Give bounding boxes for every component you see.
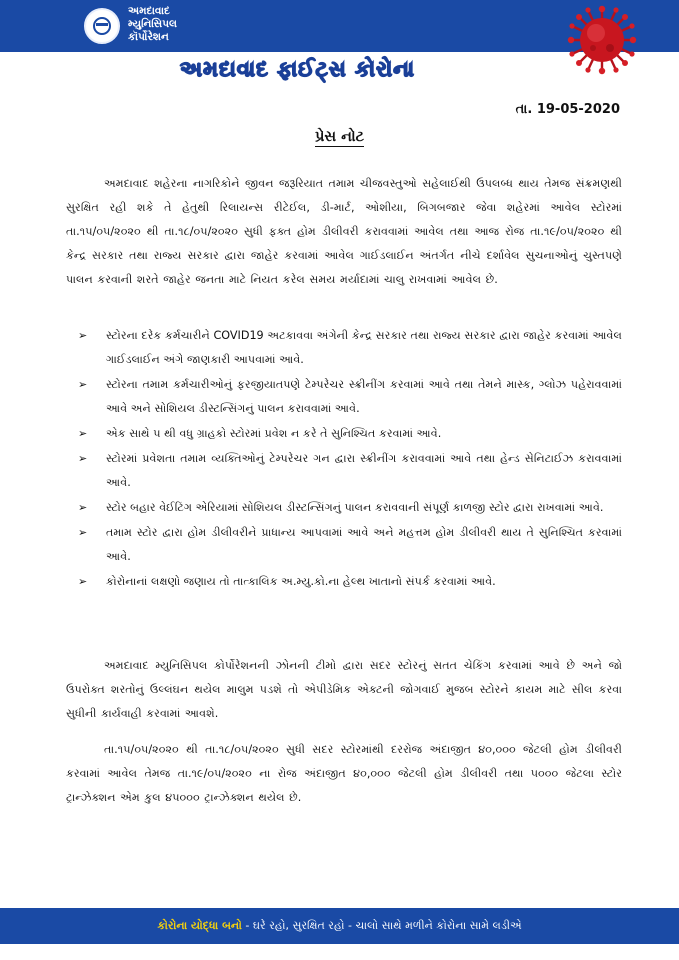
list-item-text: સ્ટોરના તમામ કર્મચારીઓનું ફરજીયાતપણે ટેમ્પરેચર સ્ક્રીનીંગ કરવામાં આવે તથા તેમને માસ્ક, ગ્લોઝ પહેરાવવામાં આવે અને સોશિયલ ડીસ્ટન્સિંગનું પાલન કરાવવામાં આવે. — [106, 378, 622, 415]
footer-rest: - ઘરે રહો, સુરક્ષિત રહો - ચાલો સાથે મળીને કોરોના સામે લડીએ — [241, 919, 522, 932]
organization-name — [128, 5, 238, 44]
enforcement-paragraph: અમદાવાદ મ્યુનિસિપલ કોર્પોરેશનની ઝોનની ટીમો દ્વારા સદર સ્ટોરનું સતત ચેકિંગ કરવામાં આવે છે અને જો ઉપરોક્ત શરતોનું ઉલ્લંઘન થયેલ માલુમ પડશે તો એપીડેમિક એક્ટની જોગવાઈ મુજબ સ્ટોરને કાયમ માટે સીલ કરવા સુધીની કાર્યવાહી કરવામાં આવશે. — [66, 659, 622, 720]
list-item — [72, 496, 622, 520]
org-line-3: કૉર્પોરેશન — [128, 31, 169, 43]
list-item — [72, 570, 622, 594]
org-line-1: અમદાવાદ — [128, 5, 170, 17]
arrow-bullet-icon: ➢ — [78, 526, 88, 539]
statistics-paragraph: તા.૧૫/૦૫/૨૦૨૦ થી તા.૧૮/૦૫/૨૦૨૦ સુધી સદર સ્ટોરમાંથી દરરોજ અંદાજીત ૪૦,૦૦૦ જેટલી હોમ ડીલીવરી કરવામાં આવેલ તેમજ તા.૧૯/૦૫/૨૦૨૦ ના રોજ અંદાજીત ૪૦,૦૦૦ જેટલી હોમ ડીલીવરી તથા ૫૦૦૦ જેટલા સ્ટોર ટ્રાન્ઝેક્શન એમ કુલ ૪૫૦૦૦ ટ્રાન્ઝેક્શન થયેલ છે. — [66, 743, 622, 804]
list-item — [72, 373, 622, 421]
coronavirus-icon — [566, 4, 638, 76]
list-item — [72, 447, 622, 495]
arrow-bullet-icon: ➢ — [78, 452, 88, 465]
arrow-bullet-icon: ➢ — [78, 501, 88, 514]
guideline-list — [72, 324, 622, 595]
list-item — [72, 422, 622, 446]
footer-highlight: કોરોના યોદ્ધા બનો — [157, 919, 242, 932]
arrow-bullet-icon: ➢ — [78, 329, 88, 342]
arrow-bullet-icon: ➢ — [78, 575, 88, 588]
list-item-text: એક સાથે ૫ થી વધુ ગ્રાહકો સ્ટોરમાં પ્રવેશ ન કરે તે સુનિશ્ચિત કરવામાં આવે. — [106, 427, 442, 440]
intro-paragraph: અમદાવાદ શહેરના નાગરિકોને જીવન જરૂરિયાત તમામ ચીજવસ્તુઓ સહેલાઈથી ઉપલબ્ધ થાય તેમજ સંક્રમણથી સુરક્ષિત રહી શકે તે હેતુથી રિલાયન્સ રીટેઈલ, ડી-માર્ટ, ઓશીયા, બિગબજાર જેવા શહેરમાં આવેલ સ્ટોરમાં તા.૧૫/૦૫/૨૦૨૦ થી તા.૧૮/૦૫/૨૦૨૦ સુધી ફક્ત હોમ ડીલીવરી કરાવવામાં આવેલ તથા આજ રોજ તા.૧૯/૦૫/૨૦૨૦ થી કેન્દ્ર સરકાર તથા રાજ્ય સરકાર દ્વારા જાહેર કરવામાં આવેલ ગાઈડલાઈન અંતર્ગત નીચે દર્શાવેલ સુચનાઓનું ચુસ્તપણે પાલન કરવાની શરતે જાહેર જનતા માટે નિયત કરેલ સમય મર્યાદામાં ચાલુ રાખવામાં આવેલ છે. — [66, 177, 622, 286]
list-item-text: સ્ટોરના દરેક કર્મચારીને COVID19 અટકાવવા અંગેની કેન્દ્ર સરકાર તથા રાજ્ય સરકાર દ્વારા જાહેર કરવામાં આવેલ ગાઈડલાઈન અંગે જાણકારી આપવામાં આવે. — [106, 329, 622, 366]
amc-seal-icon — [84, 8, 120, 44]
page-title: પ્રેસ નોટ — [314, 129, 365, 145]
arrow-bullet-icon: ➢ — [78, 427, 88, 440]
list-item-text: કોરોનાનાં લક્ષણો જણાય તો તાત્કાલિક અ.મ્યુ.કો.ના હેલ્થ ખાતાનો સંપર્ક કરવામાં આવે. — [106, 575, 496, 588]
org-line-2: મ્યુનિસિપલ — [128, 18, 177, 30]
list-item-text: સ્ટોર બહાર વેઈટિંગ એરિયામાં સોશિયલ ડીસ્ટન્સિંગનું પાલન કરાવવાની સંપૂર્ણ કાળજી સ્ટોર દ્વારા રાખવામાં આવે. — [106, 501, 604, 514]
page-title-wrap — [0, 126, 679, 145]
campaign-title: અમદાવાદ ફાઈટ્સ કોરોના — [180, 57, 416, 81]
arrow-bullet-icon: ➢ — [78, 378, 88, 391]
list-item — [72, 324, 622, 372]
list-item — [72, 521, 622, 569]
footer-slogan — [0, 918, 679, 934]
press-note-date: તા. 19-05-2020 — [515, 102, 620, 117]
list-item-text: તમામ સ્ટોર દ્વારા હોમ ડીલીવરીને પ્રાધાન્ય આપવામાં આવે અને મહત્તમ હોમ ડીલીવરી થાય તે સુનિશ્ચિત કરવામાં આવે. — [106, 526, 622, 563]
list-item-text: સ્ટોરમાં પ્રવેશતા તમામ વ્યક્તિઓનું ટેમ્પરેચર ગન દ્વારા સ્ક્રીનીંગ કરાવવામાં આવે તથા હેન્ડ સેનિટાઈઝ કરાવવામાં આવે. — [106, 452, 622, 489]
